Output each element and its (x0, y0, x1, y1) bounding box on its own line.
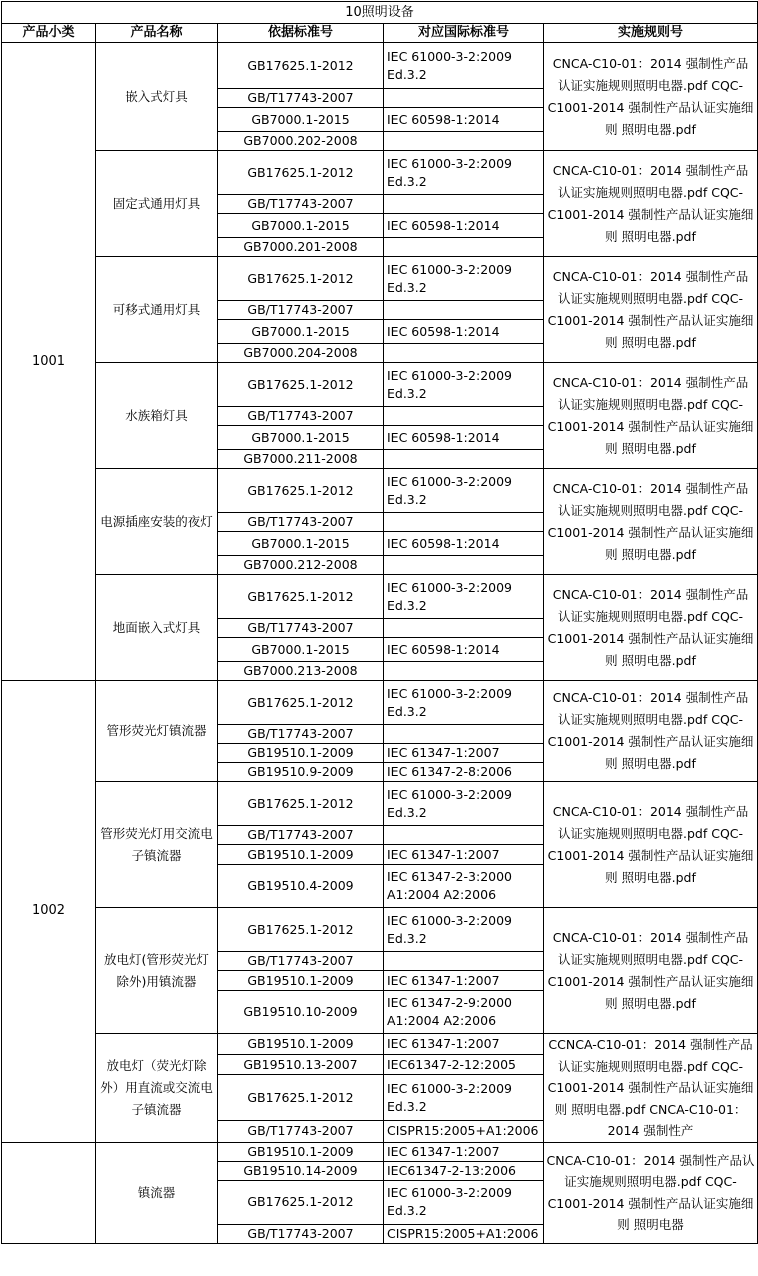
intl-standard-cell: IEC 61000-3-2:2009 Ed.3.2 (384, 681, 544, 725)
product-name: 放电灯（荧光灯除外）用直流或交流电子镇流器 (96, 1034, 218, 1143)
intl-standard-cell (384, 556, 544, 575)
standard-cell: GB17625.1-2012 (218, 151, 384, 195)
subcategory-1002-cont (2, 1142, 96, 1243)
rule-cell: CNCA-C10-01：2014 强制性产品认证实施规则照明电器.pdf CQC-C1001-2014 强制性产品认证实施细则 照明电器.pdf (544, 469, 758, 575)
rule-cell: CCNCA-C10-01：2014 强制性产品认证实施规则照明电器.pdf CQC-C1001-2014 强制性产品认证实施细则 照明电器.pdf CNCA-C10-01：2014 强制性产 (544, 1034, 758, 1143)
product-name: 嵌入式灯具 (96, 43, 218, 151)
standard-cell: GB7000.201-2008 (218, 238, 384, 257)
standard-cell: GB/T17743-2007 (218, 513, 384, 532)
intl-standard-cell: IEC 61000-3-2:2009 Ed.3.2 (384, 363, 544, 407)
standard-cell: GB17625.1-2012 (218, 257, 384, 301)
standards-table-continued (1, 1142, 758, 1244)
intl-standard-cell: IEC 61000-3-2:2009 Ed.3.2 (384, 1180, 544, 1224)
standard-cell: GB7000.1-2015 (218, 108, 384, 132)
header-rule: 实施规则号 (544, 24, 758, 43)
intl-standard-cell: CISPR15:2005+A1:2006 (384, 1224, 544, 1243)
intl-standard-cell: CISPR15:2005+A1:2006 (384, 1121, 544, 1142)
standard-cell: GB/T17743-2007 (218, 407, 384, 426)
intl-standard-cell: IEC 61000-3-2:2009 Ed.3.2 (384, 782, 544, 826)
standard-cell: GB17625.1-2012 (218, 575, 384, 619)
standard-cell: GB/T17743-2007 (218, 1224, 384, 1243)
intl-standard-cell: IEC 60598-1:2014 (384, 532, 544, 556)
table-title: 10照明设备 (2, 2, 758, 24)
intl-standard-cell (384, 662, 544, 681)
standard-cell: GB19510.14-2009 (218, 1161, 384, 1180)
product-name: 管形荧光灯用交流电子镇流器 (96, 782, 218, 908)
product-name: 地面嵌入式灯具 (96, 575, 218, 681)
rule-cell: CNCA-C10-01：2014 强制性产品认证实施规则照明电器.pdf CQC-C1001-2014 强制性产品认证实施细则 照明电器.pdf (544, 575, 758, 681)
standard-cell: GB/T17743-2007 (218, 195, 384, 214)
standard-cell: GB17625.1-2012 (218, 782, 384, 826)
subcategory-1002: 1002 (2, 681, 96, 1143)
standard-cell: GB7000.1-2015 (218, 214, 384, 238)
header-subcategory: 产品小类 (2, 24, 96, 43)
rule-cell: CNCA-C10-01：2014 强制性产品认证实施规则照明电器.pdf CQC-C1001-2014 强制性产品认证实施细则 照明电器.pdf (544, 151, 758, 257)
intl-standard-cell (384, 238, 544, 257)
standard-cell: GB19510.10-2009 (218, 991, 384, 1034)
standard-cell: GB7000.204-2008 (218, 344, 384, 363)
intl-standard-cell: IEC 61347-2-9:2000 A1:2004 A2:2006 (384, 991, 544, 1034)
standards-table (1, 1, 758, 1143)
intl-standard-cell (384, 826, 544, 845)
intl-standard-cell: IEC 61000-3-2:2009 Ed.3.2 (384, 151, 544, 195)
header-intl-standard: 对应国际标准号 (384, 24, 544, 43)
intl-standard-cell (384, 619, 544, 638)
intl-standard-cell: IEC 60598-1:2014 (384, 214, 544, 238)
standard-cell: GB/T17743-2007 (218, 301, 384, 320)
intl-standard-cell: IEC 61000-3-2:2009 Ed.3.2 (384, 908, 544, 952)
standard-cell: GB19510.9-2009 (218, 763, 384, 782)
intl-standard-cell: IEC 61347-1:2007 (384, 1142, 544, 1161)
intl-standard-cell: IEC 61347-1:2007 (384, 1034, 544, 1055)
intl-standard-cell: IEC 60598-1:2014 (384, 320, 544, 344)
header-product-name: 产品名称 (96, 24, 218, 43)
standard-cell: GB19510.1-2009 (218, 971, 384, 991)
intl-standard-cell (384, 195, 544, 214)
intl-standard-cell: IEC 61347-2-8:2006 (384, 763, 544, 782)
standard-cell: GB7000.202-2008 (218, 132, 384, 151)
intl-standard-cell: IEC 61000-3-2:2009 Ed.3.2 (384, 1075, 544, 1121)
rule-cell: CNCA-C10-01：2014 强制性产品认证实施规则照明电器.pdf CQC-C1001-2014 强制性产品认证实施细则 照明电器.pdf (544, 681, 758, 782)
rule-cell: CNCA-C10-01：2014 强制性产品认证实施规则照明电器.pdf CQC-C1001-2014 强制性产品认证实施细则 照明电器.pdf (544, 363, 758, 469)
product-name: 放电灯(管形荧光灯除外)用镇流器 (96, 908, 218, 1034)
intl-standard-cell (384, 344, 544, 363)
intl-standard-cell: IEC 61347-2-3:2000 A1:2004 A2:2006 (384, 865, 544, 908)
standard-cell: GB19510.1-2009 (218, 845, 384, 865)
standard-cell: GB19510.13-2007 (218, 1055, 384, 1075)
standard-cell: GB/T17743-2007 (218, 1121, 384, 1142)
intl-standard-cell (384, 132, 544, 151)
intl-standard-cell: IEC 60598-1:2014 (384, 426, 544, 450)
intl-standard-cell: IEC 61000-3-2:2009 Ed.3.2 (384, 575, 544, 619)
intl-standard-cell: IEC61347-2-13:2006 (384, 1161, 544, 1180)
standard-cell: GB7000.213-2008 (218, 662, 384, 681)
intl-standard-cell: IEC 61000-3-2:2009 Ed.3.2 (384, 469, 544, 513)
standard-cell: GB7000.1-2015 (218, 426, 384, 450)
subcategory-1001: 1001 (2, 43, 96, 681)
standard-cell: GB19510.1-2009 (218, 1142, 384, 1161)
intl-standard-cell: IEC 61000-3-2:2009 Ed.3.2 (384, 43, 544, 89)
intl-standard-cell (384, 407, 544, 426)
intl-standard-cell: IEC 61347-1:2007 (384, 744, 544, 763)
intl-standard-cell: IEC 61347-1:2007 (384, 971, 544, 991)
intl-standard-cell: IEC 61000-3-2:2009 Ed.3.2 (384, 257, 544, 301)
standard-cell: GB17625.1-2012 (218, 1075, 384, 1121)
header-standard: 依据标准号 (218, 24, 384, 43)
product-name: 固定式通用灯具 (96, 151, 218, 257)
standard-cell: GB19510.1-2009 (218, 1034, 384, 1055)
rule-cell: CNCA-C10-01：2014 强制性产品认证实施规则照明电器.pdf CQC-C1001-2014 强制性产品认证实施细则 照明电器 (544, 1142, 758, 1243)
standard-cell: GB19510.4-2009 (218, 865, 384, 908)
standard-cell: GB7000.1-2015 (218, 638, 384, 662)
standard-cell: GB/T17743-2007 (218, 826, 384, 845)
standard-cell: GB17625.1-2012 (218, 363, 384, 407)
product-name: 管形荧光灯镇流器 (96, 681, 218, 782)
standard-cell: GB7000.1-2015 (218, 320, 384, 344)
standard-cell: GB/T17743-2007 (218, 725, 384, 744)
intl-standard-cell (384, 301, 544, 320)
intl-standard-cell (384, 513, 544, 532)
intl-standard-cell: IEC 60598-1:2014 (384, 108, 544, 132)
product-name: 镇流器 (96, 1142, 218, 1243)
standard-cell: GB/T17743-2007 (218, 89, 384, 108)
standard-cell: GB7000.211-2008 (218, 450, 384, 469)
intl-standard-cell (384, 952, 544, 971)
standard-cell: GB/T17743-2007 (218, 619, 384, 638)
intl-standard-cell: IEC 61347-1:2007 (384, 845, 544, 865)
intl-standard-cell: IEC61347-2-12:2005 (384, 1055, 544, 1075)
product-name: 水族箱灯具 (96, 363, 218, 469)
standard-cell: GB7000.1-2015 (218, 532, 384, 556)
intl-standard-cell: IEC 60598-1:2014 (384, 638, 544, 662)
standard-cell: GB19510.1-2009 (218, 744, 384, 763)
intl-standard-cell (384, 725, 544, 744)
rule-cell: CNCA-C10-01：2014 强制性产品认证实施规则照明电器.pdf CQC-C1001-2014 强制性产品认证实施细则 照明电器.pdf (544, 908, 758, 1034)
standard-cell: GB17625.1-2012 (218, 469, 384, 513)
rule-cell: CNCA-C10-01：2014 强制性产品认证实施规则照明电器.pdf CQC-C1001-2014 强制性产品认证实施细则 照明电器.pdf (544, 43, 758, 151)
standard-cell: GB/T17743-2007 (218, 952, 384, 971)
intl-standard-cell (384, 450, 544, 469)
standard-cell: GB17625.1-2012 (218, 1180, 384, 1224)
header-row (2, 24, 758, 43)
rule-cell: CNCA-C10-01：2014 强制性产品认证实施规则照明电器.pdf CQC-C1001-2014 强制性产品认证实施细则 照明电器.pdf (544, 782, 758, 908)
standard-cell: GB17625.1-2012 (218, 43, 384, 89)
rule-cell: CNCA-C10-01：2014 强制性产品认证实施规则照明电器.pdf CQC-C1001-2014 强制性产品认证实施细则 照明电器.pdf (544, 257, 758, 363)
standard-cell: GB17625.1-2012 (218, 681, 384, 725)
standard-cell: GB7000.212-2008 (218, 556, 384, 575)
intl-standard-cell (384, 89, 544, 108)
product-name: 电源插座安装的夜灯 (96, 469, 218, 575)
product-name: 可移式通用灯具 (96, 257, 218, 363)
standard-cell: GB17625.1-2012 (218, 908, 384, 952)
